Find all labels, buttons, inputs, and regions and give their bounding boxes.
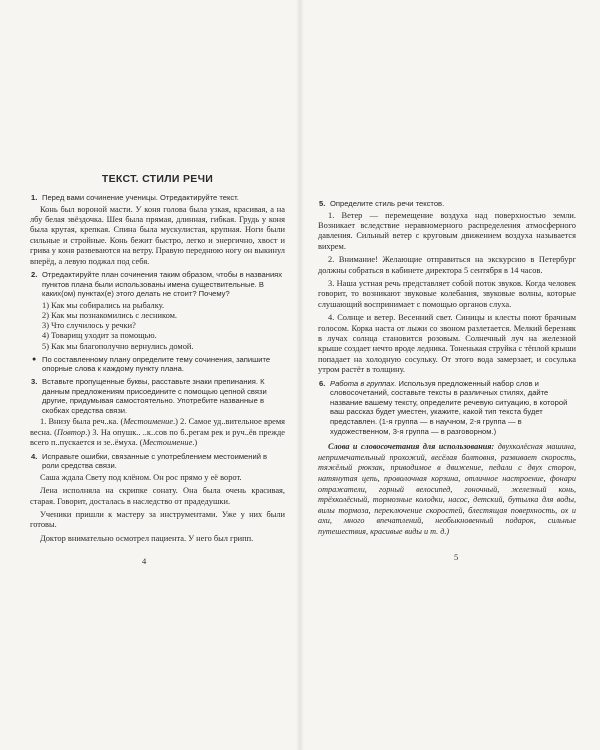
word-bank-title: Слова и словосочетания для использования: (328, 442, 495, 452)
word-bank-text: двухколёсная машина, непримечательный прохожий, весёлая болтовня, развивает скорость, тяжёлый рюкзак, приводимое в движение, педали с двух сторон, натянутая цепь, проволочная корзина, отличное настроение, фонари отражатели, горный велосипед, гоночный, железный конь, трёхколёсный, тормозные колодки, насос, детский, бутылка для воды, вилы тормоза, переключение скоростей, блестящая поверхность, ох и ахи, много впечатлений, необыкновенный подарок, сильные путешествия, красивые виды и т. д.) (318, 442, 576, 536)
task-number: 1. (31, 193, 38, 202)
style-text: 2. Внимание! Желающие отправиться на экскурсию в Петербург должны собраться в кабинете директора 5 сентября в 14 часов. (318, 255, 576, 275)
task-number: 4. (31, 451, 38, 461)
page-number: 5 (454, 552, 459, 562)
right-column (318, 196, 576, 538)
text-fragment: .) 3. На опушк.. ..к..сов по б..регам рек и руч..ёв прежде всего п..пускается и зе..ёмуха. ( (30, 427, 285, 448)
word-bank (318, 442, 576, 537)
plan-item: 4) Товарищ уходит за помощью. (42, 331, 157, 341)
plan-item: 2) Как мы познакомились с лесником. (42, 311, 178, 321)
task-lead: Работа в группах. (330, 378, 397, 388)
task-5 (318, 199, 576, 209)
bullet-task (30, 355, 285, 374)
text-fragment: .) 2. Самое уд..вительное время весна. ( (30, 417, 285, 437)
right-page (300, 0, 600, 750)
hint: Повтор (56, 427, 86, 437)
task-text: По составленному плану определите тему сочинения, запишите опорные слова к каждому пункту плана. (42, 354, 271, 374)
sentence: Ученики пришли к мастеру за инструментами. Уже у них были готовы. (30, 510, 285, 530)
left-column (30, 173, 285, 547)
task-text: Исправьте ошибки, связанные с употреблением местоимений в роли средства связи. (42, 451, 268, 471)
task-2 (30, 270, 285, 299)
exercise-text (30, 417, 285, 448)
sentence: Лена исполняла на скрипке сонату. Она была очень красивая, старая. Говорит, досталась в наследство от прадедушки. (30, 486, 285, 506)
sentence: Саша ждала Свету под клёном. Он рос прямо у её ворот. (40, 472, 242, 482)
task-number: 2. (31, 270, 38, 280)
task-3 (30, 377, 285, 415)
text-fragment: 1. Внизу была реч..ка. ( (40, 417, 124, 427)
bullet-icon: ● (32, 355, 37, 363)
page-title: ТЕКСТ. СТИЛИ РЕЧИ (101, 173, 214, 185)
task-text: Используя предложенный набор слов и словосочетаний, составьте тексты в различных стилях, дайте название вашему тексту, определите речевую ситуацию, в которой ваш рассказ будет уместен, укажите, какой тип текста будет представлен. (1-я группа — в научном, 2-я группа — в художественном, 3-я группа — в разговорном.) (330, 378, 568, 436)
style-text: 3. Наша устная речь представляет собой поток звуков. Когда человек говорит, то возникают звуковые колебания, звуковые волны, которые слушающий воспринимает с помощью органов слуха. (318, 279, 576, 309)
task-text: Определите стиль речи текстов. (330, 199, 445, 208)
style-text: 1. Ветер — перемещение воздуха над поверхностью земли. Возникает вследствие неравномерного распределения атмосферного давления. Сильный ветер с круговым движением воздуха называется вихрем. (318, 210, 576, 251)
essay-text: Конь был вороной масти. У коня голова была узкая, красивая, а на лбу белая звёздочка. Шея была прямая, длинная, гибкая. Грудь у коня была крутая, крепкая. Спина была мускулистая, крупная. Ноги были сильные и стройные. Конь бежит быстро, легко и энергично, хвост и грива у коня развеваются на ветру. Правую переднюю ногу он выкинул вперёд, а левую поджал под себя. (30, 204, 285, 266)
text-fragment: .) (192, 438, 198, 448)
hint: Местоимение (142, 438, 193, 448)
style-text: 4. Солнце и ветер. Весенний свет. Синицы и клесты поют брачным голосом. Корка наста от лыжи со звоном разлетается. Мелкий березняк в лучах солнца становится розовым. Солнечный луч на железной крыше создает нечто вроде ледника. Тоненькая струйка с тёплой крыши попадает на холодную сосульку. От этого вода замерзает, и сосулька утром растёт в толщину. (318, 313, 576, 375)
plan-item: 3) Что случилось у речки? (42, 321, 136, 331)
hint: Местоимение (123, 417, 174, 427)
plan-item: 5) Как мы благополучно вернулись домой. (42, 341, 194, 351)
task-4 (30, 452, 285, 471)
plan-list (30, 301, 285, 352)
task-text: Перед вами сочинение ученицы. Отредактируйте текст. (42, 193, 239, 202)
sentence: Доктор внимательно осмотрел пациента. У него был грипп. (40, 533, 254, 543)
task-1 (30, 193, 285, 203)
task-number: 3. (31, 377, 38, 387)
task-number: 6. (319, 378, 326, 388)
task-number: 5. (319, 199, 326, 208)
task-6 (318, 379, 576, 437)
task-text: Отредактируйте план сочинения таким образом, чтобы в названиях пунктов плана были использованы имена существительные. В каких(ом) пунктах(е) этого делать не стоит? Почему? (42, 270, 283, 299)
task-text: Вставьте пропущенные буквы, расставьте знаки препинания. К данным предложениям присоедините с помощью цепной связи другие, придумывая самостоятельно. Употребите названные в скобках средства связи. (42, 377, 267, 415)
plan-item: 1) Как мы собирались на рыбалку. (42, 300, 165, 310)
page-number: 4 (142, 556, 147, 566)
